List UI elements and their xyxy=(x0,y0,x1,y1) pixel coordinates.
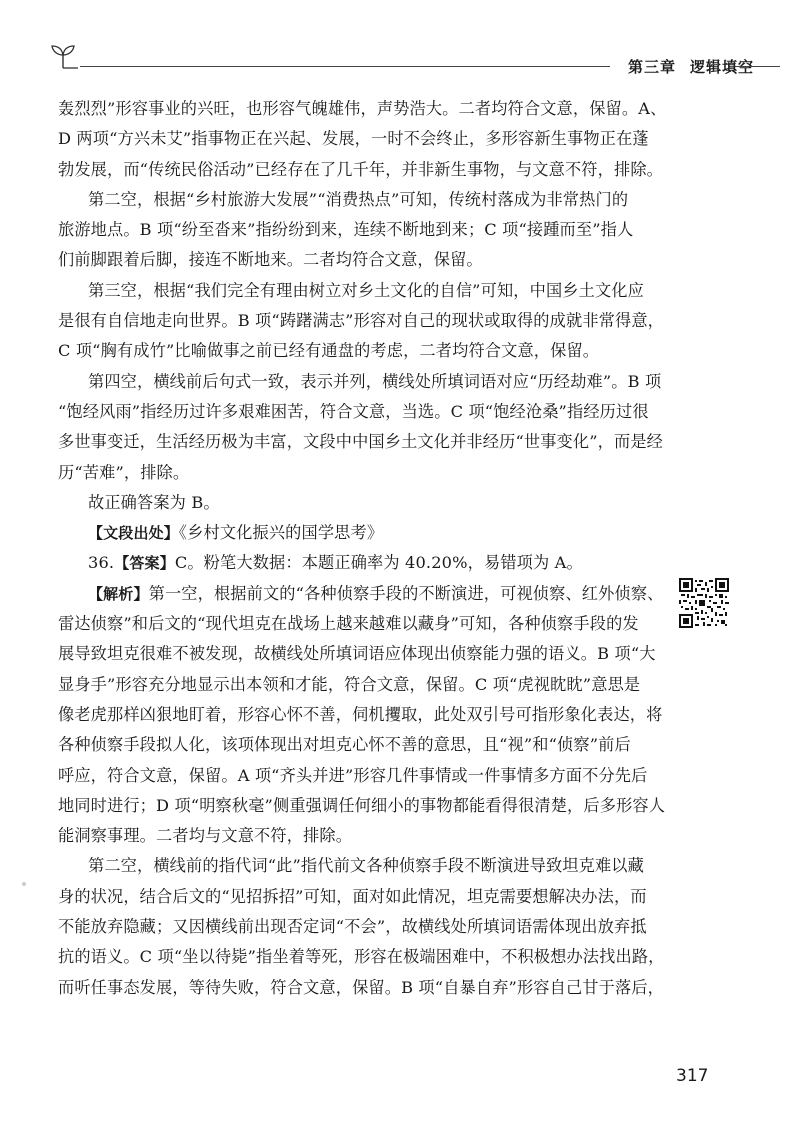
text-line: 各种侦察手段拟人化，该项体现出对坦克心怀不善的意思，且“视”和“侦察”前后 xyxy=(58,735,631,755)
text-line: 抗的语义。C 项“坐以待毙”指坐着等死，形容在极端困难中，不积极想办法找出路， xyxy=(58,947,665,967)
text-line: 旅游地点。B 项“纷至沓来”指纷纷到来，连续不断地到来；C 项“接踵而至”指人 xyxy=(58,220,634,240)
section-label: 逻辑填空 xyxy=(690,58,755,76)
analysis-tag: 【解析】 xyxy=(88,584,149,603)
analysis-line xyxy=(58,579,664,609)
text-line: 展导致坦克很难不被发现，故横线处所填词语应体现出侦察能力强的语义。B 项“大 xyxy=(58,644,656,664)
text-line: 历“苦难”，排除。 xyxy=(58,462,190,482)
text-line: C 项“胸有成竹”比喻做事之前已经有通盘的考虑，二者均符合文意，保留。 xyxy=(58,341,600,361)
body-text xyxy=(58,94,667,1003)
text-line: 故正确答案为 B。 xyxy=(88,492,220,512)
header-rule-left xyxy=(80,66,610,67)
text-line: “饱经风雨”指经历过许多艰难困苦，符合文意，当选。C 项“饱经沧桑”指经历过很 xyxy=(58,401,649,421)
text-line: 第三空，根据“我们完全有理由树立对乡土文化的自信”可知，中国乡土文化应 xyxy=(88,280,644,300)
text-line: 是很有自信地走向世界。B 项“踌躇满志”形容对自己的现状或取得的成就非常得意， xyxy=(58,311,665,331)
text-line: 第二空，根据“乡村旅游大发展”“消费热点”可知，传统村落成为非常热门的 xyxy=(88,189,629,209)
text-line: 勃发展，而“传统民俗活动”已经存在了几千年，并非新生事物，与文意不符，排除。 xyxy=(58,159,663,179)
text-line: 多世事变迁，生活经历极为丰富，文段中中国乡土文化并非经历“世事变化”，而是经 xyxy=(58,432,663,452)
sprout-icon xyxy=(48,42,78,70)
text-line: 而听任事态发展，等待失败，符合文意，保留。B 项“自暴自弃”形容自己甘于落后， xyxy=(58,977,665,997)
text-line: 们前脚跟着后脚，接连不断地来。二者均符合文意，保留。 xyxy=(58,250,483,270)
source-tag: 【文段出处】 xyxy=(88,524,179,543)
running-header xyxy=(40,40,780,80)
source-line xyxy=(58,518,653,548)
text-line: 身的状况，结合后文的“见招拆招”可知，面对如此情况，坦克需要想解决办法，而 xyxy=(58,886,647,906)
text-line: D 两项“方兴未艾”指事物正在兴起、发展，一时不会终止，多形容新生事物正在蓬 xyxy=(58,129,649,149)
text-line: 能洞察事理。二者均与文意不符，排除。 xyxy=(58,826,353,846)
page-number: 317 xyxy=(676,1066,709,1086)
answer-text: C。粉笔大数据：本题正确率为 40.20%，易错项为 A。 xyxy=(174,553,583,573)
text-line: 地同时进行；D 项“明察秋毫”侧重强调任何细小的事物都能看得很清楚，后多形容人 xyxy=(58,795,666,815)
answer-tag: 【答案】 xyxy=(114,554,175,573)
source-text: 《乡村文化振兴的国学思考》 xyxy=(178,523,384,543)
text-line: 显身手”形容充分地显示出本领和才能，符合文意，保留。C 项“虎视眈眈”意思是 xyxy=(58,674,641,694)
qr-code-icon[interactable] xyxy=(679,578,729,628)
text-line: 第二空，横线前的指代词“此”指代前文各种侦察手段不断演进导致坦克难以藏 xyxy=(88,856,644,876)
question-number: 36. xyxy=(88,553,115,573)
text-line: 轰烈烈”形容事业的兴旺，也形容气魄雄伟，声势浩大。二者均符合文意，保留。A、 xyxy=(58,99,667,118)
text-line: 第四空，横线前后句式一致，表示并列，横线处所填词语对应“历经劫难”。B 项 xyxy=(88,371,662,391)
text-line: 不能放弃隐藏；又因横线前出现否定词“不会”，故横线处所填词语需体现出放弃抵 xyxy=(58,917,647,937)
text-line: 呼应，符合文意，保留。A 项“齐头并进”形容几件事情或一件事情多方面不分先后 xyxy=(58,765,648,785)
text-line: 像老虎那样凶狠地盯着，形容心怀不善，伺机攫取，此处双引号可指形象化表达，将 xyxy=(58,704,663,724)
answer-line xyxy=(58,548,653,578)
header-rule-right xyxy=(735,66,780,67)
analysis-text: 第一空，根据前文的“各种侦察手段的不断演进，可视侦察、红外侦察、 xyxy=(148,583,664,603)
text-line: 雷达侦察”和后文的“现代坦克在战场上越来越难以藏身”可知，各种侦察手段的发 xyxy=(58,614,639,634)
margin-dot xyxy=(22,882,26,886)
chapter-label: 第三章 xyxy=(628,58,677,76)
